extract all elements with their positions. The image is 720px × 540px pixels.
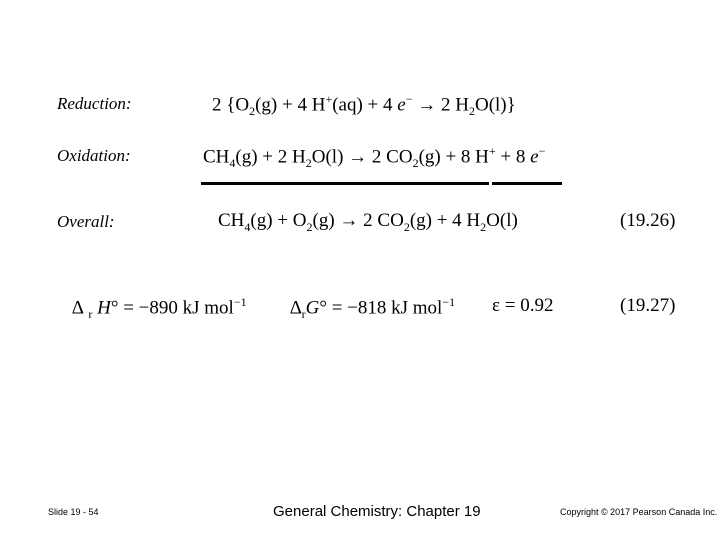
efficiency-value: ε = 0.92 <box>492 295 554 316</box>
overall-equation: $CH_4(g) + O_2(g) \to 2$ $CO_2(g) + 4$ $H_2O(l)$ <box>218 210 518 234</box>
equation-number-19-26: (19.26) <box>620 210 676 231</box>
reduction-equation: 2 {$O_2(g) + 4$ H+(aq) + 4 e− → 2 $H_2O(l)$} <box>212 92 516 119</box>
equation-number-19-27: (19.27) <box>620 295 676 316</box>
label-oxidation: Oxidation: <box>57 146 131 165</box>
footer-title: General Chemistry: Chapter 19 <box>273 503 481 520</box>
copyright: Copyright © 2017 Pearson Canada Inc. <box>560 507 718 517</box>
sum-rule-right <box>492 182 562 185</box>
label-overall: Overall: <box>57 212 115 231</box>
sum-rule-left <box>201 182 489 185</box>
slide-number: Slide 19 - 54 <box>48 507 99 517</box>
oxidation-equation: $CH_4(g) + 2$ $H_2O(l) \to 2$ $CO_2(g) + 8$ H+ + 8 e− <box>203 144 546 171</box>
delta-g-value: $\Delta_rG^\circ = -818$ kJ mol$^{-1}$ <box>290 295 456 322</box>
label-reduction: Reduction: <box>57 94 132 113</box>
delta-h-value: ∆ $_r$ H° = −890 kJ mol$^{-1}$ <box>72 295 247 322</box>
